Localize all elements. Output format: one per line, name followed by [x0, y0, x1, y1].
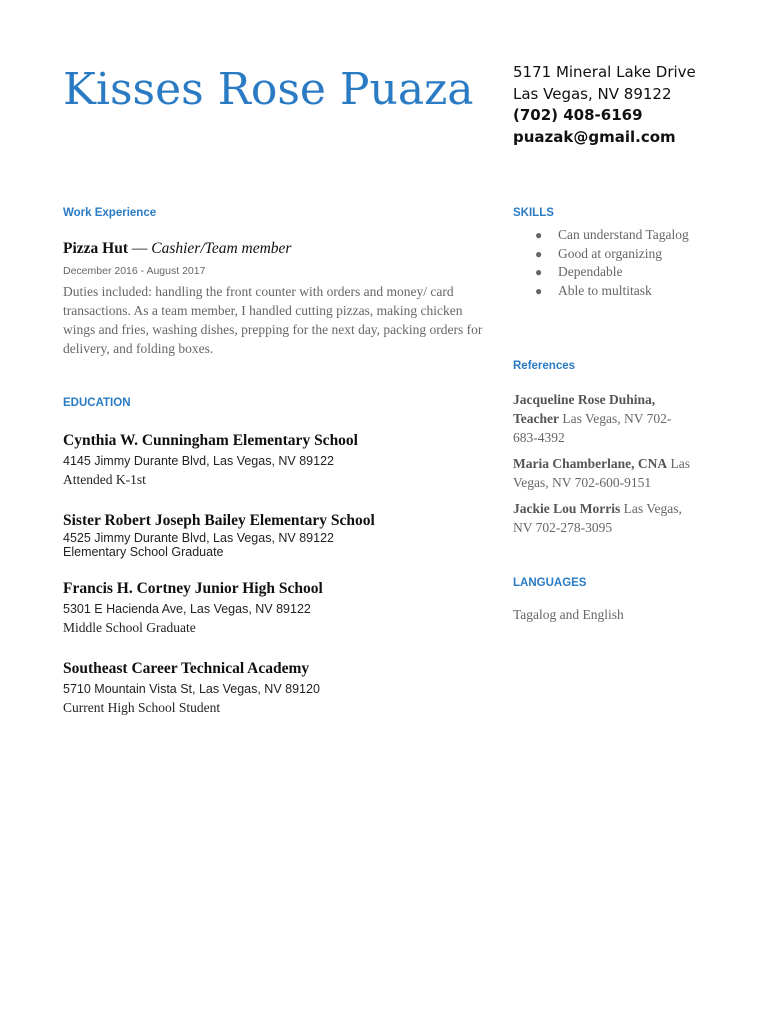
- school-address: 5710 Mountain Vista St, Las Vegas, NV 89120: [63, 682, 320, 696]
- school-entry: [63, 659, 320, 716]
- school-address: 4525 Jimmy Durante Blvd, Las Vegas, NV 89122: [63, 531, 334, 545]
- skills-list: [513, 226, 713, 300]
- job-dates: December 2016 - August 2017: [63, 265, 206, 277]
- address-line-2: Las Vegas, NV 89122: [513, 84, 672, 103]
- reference-item: [513, 454, 693, 492]
- email-address: puazak@gmail.com: [513, 127, 676, 146]
- skill-item: [513, 282, 713, 301]
- references-heading: References: [513, 360, 576, 372]
- skill-item: [513, 226, 713, 245]
- skill-item: [513, 245, 713, 264]
- bullet-icon: ●: [535, 246, 543, 261]
- school-name: Cynthia W. Cunningham Elementary School: [63, 432, 358, 449]
- job-role: Cashier/Team member: [151, 240, 292, 257]
- reference-item: [513, 390, 693, 447]
- school-entry: [63, 431, 358, 488]
- school-note: Attended K-1st: [63, 472, 146, 487]
- reference-name: Maria Chamberlane, CNA: [513, 456, 668, 471]
- skills-heading: SKILLS: [513, 207, 554, 219]
- references-list: [513, 390, 693, 544]
- contact-block: [513, 62, 753, 148]
- job-title: [63, 240, 291, 258]
- school-entry: [63, 579, 323, 636]
- school-name: Francis H. Cortney Junior High School: [63, 580, 323, 597]
- skill-text: Dependable: [558, 264, 623, 279]
- reference-item: [513, 499, 693, 537]
- reference-name: Jackie Lou Morris: [513, 501, 621, 516]
- school-name: Southeast Career Technical Academy: [63, 660, 310, 677]
- reference-detail: Las Vegas, NV 702-278-3095: [513, 501, 682, 535]
- languages-text: Tagalog and English: [513, 607, 624, 622]
- languages-heading: LANGUAGES: [513, 577, 587, 589]
- reference-detail: Las Vegas, NV 702-683-4392: [513, 411, 672, 445]
- education-heading: EDUCATION: [63, 397, 131, 409]
- bullet-icon: ●: [535, 283, 543, 298]
- school-address: 5301 E Hacienda Ave, Las Vegas, NV 89122: [63, 602, 311, 616]
- school-note: Current High School Student: [63, 700, 221, 715]
- job-description: Duties included: handling the front counter with orders and money/ card transactions. As a team member, I handled cutting pizzas, making chicken wings and fries, washing dishes, prepping for the next day, packing orders for delivery, and folding boxes.: [63, 284, 483, 356]
- school-note: Elementary School Graduate: [63, 545, 224, 559]
- job-separator: —: [128, 240, 152, 257]
- work-experience-heading: Work Experience: [63, 207, 157, 219]
- school-entry: [63, 511, 375, 559]
- resume-name: Kisses Rose Puaza: [63, 64, 474, 115]
- skill-item: [513, 263, 713, 282]
- reference-name: Jacqueline Rose Duhina, Teacher: [513, 392, 656, 426]
- job-company: Pizza Hut: [63, 240, 128, 257]
- bullet-icon: ●: [535, 265, 543, 279]
- skill-text: Good at organizing: [558, 245, 662, 261]
- school-address: 4145 Jimmy Durante Blvd, Las Vegas, NV 89122: [63, 454, 334, 468]
- school-note: Middle School Graduate: [63, 620, 196, 635]
- school-name: Sister Robert Joseph Bailey Elementary School: [63, 512, 375, 529]
- skill-text: Can understand Tagalog: [558, 227, 689, 242]
- bullet-icon: ●: [535, 228, 543, 242]
- address-line-1: 5171 Mineral Lake Drive: [513, 63, 696, 81]
- phone-number: (702) 408-6169: [513, 106, 643, 124]
- reference-detail: Las Vegas, NV 702-600-9151: [513, 456, 690, 490]
- skill-text: Able to multitask: [558, 282, 652, 298]
